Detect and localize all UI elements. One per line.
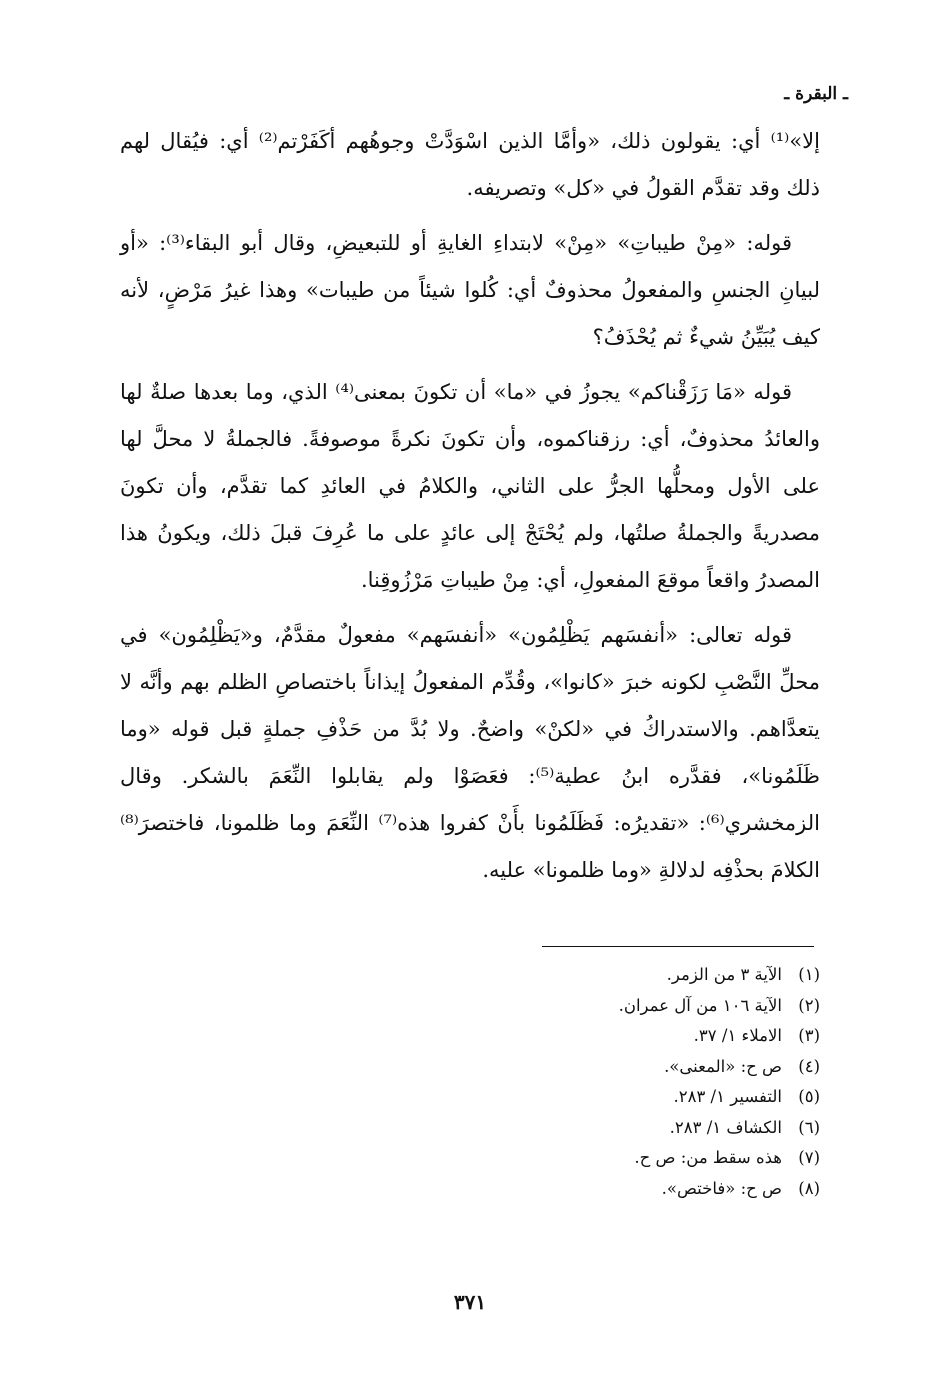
footnote-number: (٧)	[798, 1148, 820, 1167]
footnote-text: ص ح: «المعنى».	[664, 1056, 782, 1076]
footnote-divider	[542, 946, 814, 947]
footnote-number: (٢)	[798, 995, 820, 1015]
paragraph-4: قوله تعالى: «أنفسَهم يَظْلِمُون» «أنفسَهم» مفعولٌ مقدَّمٌ، و«يَظْلِمُون» في محلِّ النَّصْبِ لكونه خبرَ «كانوا»، وقُدِّم المفعولُ إيذاناً باختصاصِ الظلم بهم وأنَّه لا يتعدَّاهم. والاستدراكُ في «لكنْ» واضحٌ. ولا بُدَّ من حَذْفِ جملةٍ قبل قوله «وما ظَلَمُونا»، فقدَّره ابنُ عطية⁽⁵⁾: فعَصَوْا ولم يقابلوا النِّعَمَ بالشكر. وقال الزمخشري⁽⁶⁾: «تقديرُه: فَظَلَمُونا بأَنْ كفروا هذه⁽⁷⁾ النِّعَمَ وما ظلمونا، فاختصرَ⁽⁸⁾ الكلامَ بحذْفِه لدلالةِ «وما ظلمونا» عليه.	[120, 623, 820, 882]
paragraph-3: قوله «مَا رَزَقْناكم» يجوزُ في «ما» أن تكونَ بمعنى⁽⁴⁾ الذي، وما بعدها صلةٌ لها والعائدُ محذوفٌ، أي: رزقناكموه، وأن تكونَ نكرةً موصوفةً. فالجملةُ لا محلَّ لها على الأول ومحلُّها الجرُّ على الثاني، والكلامُ في العائدِ كما تقدَّم، وأن تكونَ مصدريةً والجملةُ صلتُها، ولم يُحْتَجْ إلى عائدٍ على ما عُرِفَ قبلَ ذلك، ويكونُ هذا المصدرُ واقعاً موقعَ المفعولِ، أي: مِنْ طيباتِ مَرْزُوقِنا.	[120, 380, 820, 592]
page-number: ٣٧١	[453, 1290, 487, 1314]
footnote	[260, 1082, 820, 1113]
footnotes	[260, 960, 820, 1204]
footnote-number: (١)	[798, 965, 820, 984]
footnote	[260, 991, 820, 1022]
running-header: ـ البقرة ـ	[784, 84, 848, 104]
footnote-number: (٦)	[798, 1117, 820, 1137]
footnote-text: التفسير ١/ ٢٨٣.	[673, 1087, 782, 1106]
footnote-text: هذه سقط من: ص ح.	[634, 1148, 782, 1167]
footnote	[260, 1021, 820, 1052]
body-text	[120, 118, 820, 902]
footnote-number: (٥)	[798, 1087, 820, 1106]
footnote-text: الكشاف ١/ ٢٨٣.	[669, 1117, 782, 1137]
footnote-number: (٨)	[798, 1178, 820, 1198]
footnote-text: الآية ١٠٦ من آل عمران.	[618, 995, 782, 1015]
footnote-number: (٤)	[798, 1056, 820, 1076]
paragraph-1: إلا»⁽¹⁾ أي: يقولون ذلك، «وأمَّا الذين اسْوَدَّتْ وجوهُهم أكَفَرْتم⁽²⁾ أي: فيُقال لهم ذلك وقد تقدَّم القولُ في «كل» وتصريفه.	[120, 129, 820, 200]
footnote	[260, 1143, 820, 1174]
footnote-text: الاملاء ١/ ٣٧.	[693, 1026, 782, 1045]
footnote-text: ص ح: «فاختص».	[661, 1178, 782, 1198]
footnote	[260, 1174, 820, 1205]
footnote-number: (٣)	[798, 1026, 820, 1045]
paragraph-2: قوله: «مِنْ طيباتِ» «مِنْ» لابتداءِ الغايةِ أو للتبعيضِ، وقال أبو البقاء⁽³⁾: «أو لبيانِ الجنسِ والمفعولُ محذوفٌ أي: كُلوا شيئاً من طيبات» وهذا غيرُ مَرْضٍ، لأنه كيف يُبَيِّنُ شيءٌ ثم يُحْذَفُ؟	[120, 231, 820, 349]
footnote	[260, 960, 820, 991]
footnote	[260, 1052, 820, 1083]
footnote-text: الآية ٣ من الزمر.	[666, 965, 782, 984]
footnote	[260, 1113, 820, 1144]
